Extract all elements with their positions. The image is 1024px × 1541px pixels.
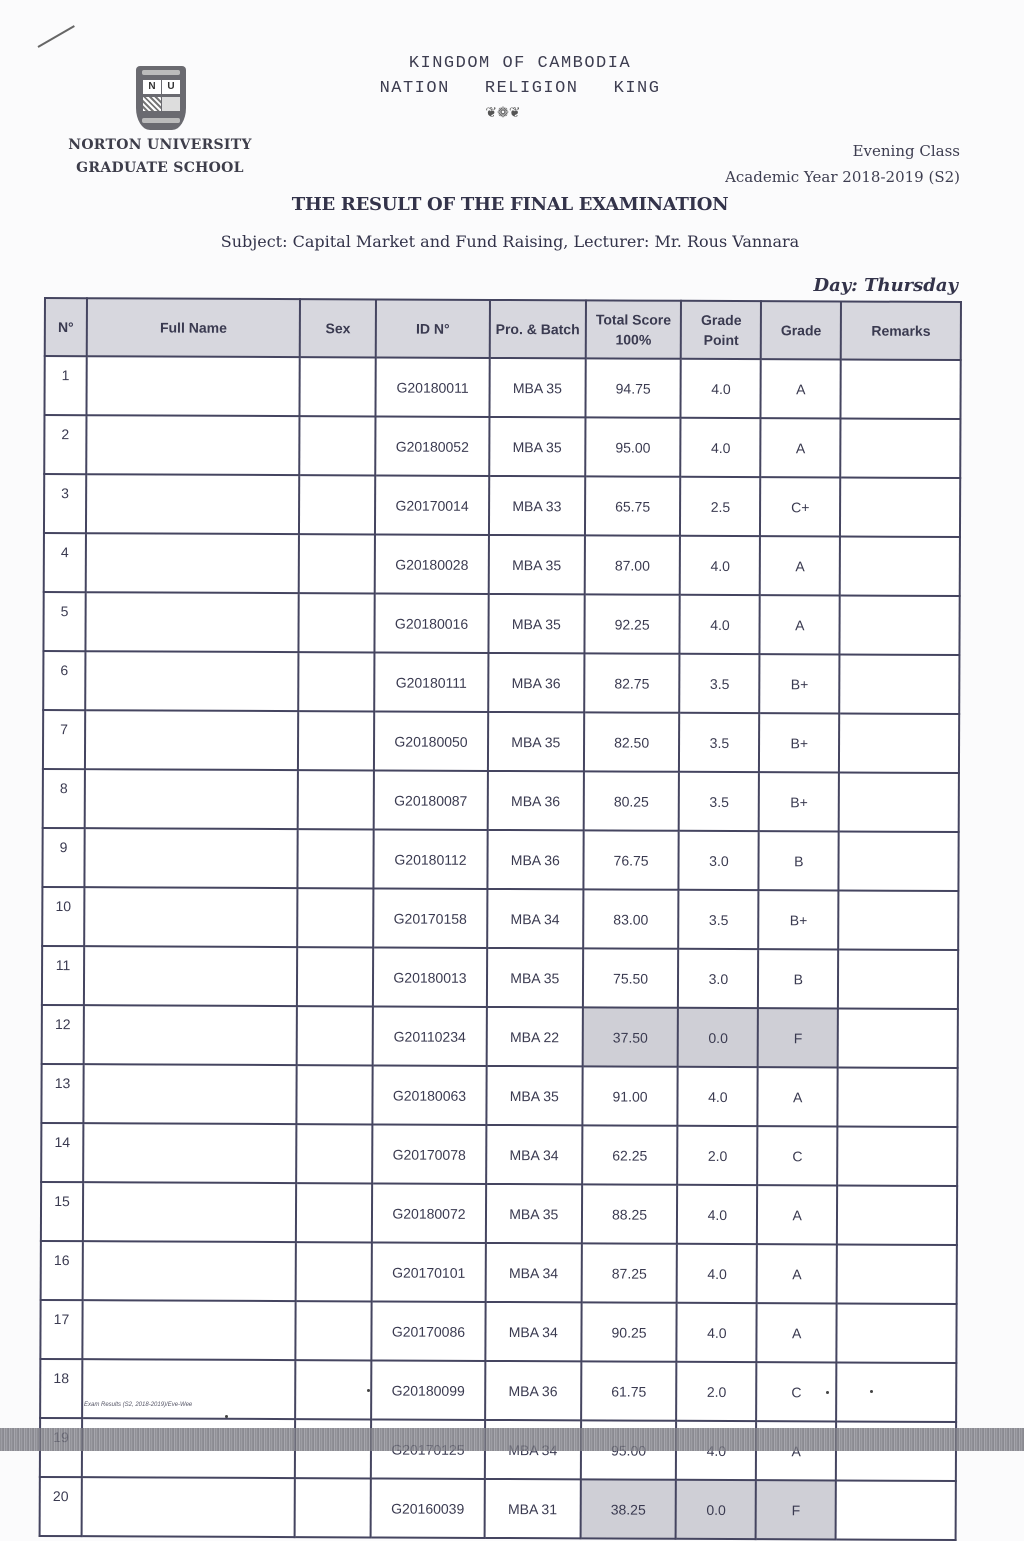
id-cell: G20180028: [375, 534, 489, 593]
grade-cell: B+: [759, 713, 839, 772]
remarks-cell: [838, 1067, 958, 1127]
total-score-cell: 62.25: [582, 1125, 678, 1184]
id-cell: G20180087: [374, 770, 488, 829]
sex-cell: [298, 770, 374, 829]
table-row: [42, 946, 958, 1009]
table-row: [44, 415, 960, 478]
full-name-cell: [82, 1300, 296, 1360]
row-number: 10: [42, 887, 84, 946]
scan-speck: [870, 1390, 873, 1393]
header-grade: Grade: [761, 301, 841, 359]
table-row: [41, 1182, 957, 1245]
table-row: [42, 887, 958, 950]
sex-cell: [298, 711, 374, 770]
row-number: 20: [40, 1477, 82, 1536]
header-total-score-unit: 100%: [615, 331, 652, 348]
grade-point-cell: 2.0: [677, 1362, 757, 1421]
table-row: [43, 710, 959, 773]
table-row: [41, 1241, 957, 1304]
table-row: [42, 1005, 958, 1068]
sex-cell: [297, 888, 373, 947]
batch-cell: MBA 33: [489, 476, 585, 535]
total-score-cell: 75.50: [583, 948, 679, 1007]
full-name-cell: [84, 828, 298, 888]
id-cell: G20170078: [372, 1124, 486, 1183]
total-score-cell: 37.50: [582, 1007, 678, 1066]
id-cell: G20180052: [375, 416, 489, 475]
scan-speck: [225, 1415, 228, 1418]
total-score-cell: 38.25: [580, 1479, 676, 1538]
table-row: [43, 651, 959, 714]
grade-cell: B: [758, 949, 838, 1008]
header-grade-point-line2: Point: [703, 331, 739, 349]
full-name-cell: [86, 356, 300, 416]
table-row: [40, 1359, 956, 1422]
grade-point-cell: 3.5: [679, 772, 759, 831]
header-remarks: Remarks: [841, 301, 961, 360]
id-cell: G20170101: [372, 1242, 486, 1301]
remarks-cell: [838, 890, 958, 950]
crest-letter-u: U: [162, 80, 180, 94]
full-name-cell: [85, 651, 299, 711]
remarks-cell: [836, 1480, 956, 1540]
grade-cell: B+: [759, 772, 839, 831]
sex-cell: [295, 1360, 371, 1419]
batch-cell: MBA 35: [489, 358, 585, 417]
grade-point-cell: 0.0: [678, 1008, 758, 1067]
grade-point-cell: 4.0: [677, 1185, 757, 1244]
id-cell: G20180111: [374, 652, 488, 711]
total-score-cell: 90.25: [581, 1302, 677, 1361]
full-name-cell: [82, 1359, 296, 1419]
grade-cell: F: [758, 1008, 838, 1067]
full-name-cell: [84, 887, 298, 947]
header-sex: Sex: [300, 299, 376, 357]
row-number: 12: [42, 1005, 84, 1064]
subject-line: Subject: Capital Market and Fund Raising, Lecturer: Mr. Rous Vannara: [220, 232, 800, 251]
grade-point-cell: 3.5: [680, 654, 760, 713]
batch-cell: MBA 35: [487, 948, 583, 1007]
header-grade-point: [681, 301, 761, 359]
grade-cell: A: [761, 418, 841, 477]
sex-cell: [296, 1183, 372, 1242]
grade-cell: C: [757, 1126, 837, 1185]
batch-cell: MBA 35: [486, 1066, 582, 1125]
total-score-cell: 83.00: [583, 889, 679, 948]
header-total-score: [585, 300, 681, 358]
table-row: [43, 592, 959, 655]
table-row: [42, 828, 958, 891]
remarks-cell: [840, 477, 960, 537]
remarks-cell: [841, 359, 961, 419]
id-cell: G20180050: [374, 711, 488, 770]
remarks-cell: [838, 949, 958, 1009]
grade-point-cell: 3.5: [679, 890, 759, 949]
document-title: THE RESULT OF THE FINAL EXAMINATION: [291, 194, 729, 215]
batch-cell: MBA 31: [484, 1479, 580, 1538]
batch-cell: MBA 36: [488, 771, 584, 830]
table-row: [41, 1064, 957, 1127]
full-name-cell: [83, 1064, 297, 1124]
total-score-cell: 87.25: [581, 1243, 677, 1302]
total-score-cell: 92.25: [584, 594, 680, 653]
row-number: 1: [44, 356, 86, 415]
id-cell: G20180063: [372, 1065, 486, 1124]
full-name-cell: [85, 769, 299, 829]
full-name-cell: [84, 1005, 298, 1065]
university-name: NORTON UNIVERSITY: [68, 137, 252, 153]
batch-cell: MBA 35: [486, 1184, 582, 1243]
id-cell: G20170014: [375, 475, 489, 534]
academic-year: Academic Year 2018-2019 (S2): [725, 168, 960, 186]
batch-cell: MBA 22: [487, 1007, 583, 1066]
row-number: 8: [43, 769, 85, 828]
table-row: [44, 356, 960, 419]
batch-cell: MBA 36: [488, 653, 584, 712]
grade-cell: A: [760, 536, 840, 595]
grade-cell: A: [761, 359, 841, 418]
remarks-cell: [837, 1126, 957, 1186]
sex-cell: [300, 357, 376, 416]
crest-emblem-quadrant: [162, 97, 180, 111]
full-name-cell: [83, 1123, 297, 1183]
sex-cell: [297, 947, 373, 1006]
grade-cell: A: [757, 1244, 837, 1303]
grade-cell: A: [757, 1303, 837, 1362]
scan-speck: [826, 1391, 829, 1394]
total-score-cell: 82.75: [584, 653, 680, 712]
grade-point-cell: 4.0: [681, 418, 761, 477]
sex-cell: [299, 475, 375, 534]
row-number: 9: [42, 828, 84, 887]
grade-point-cell: 2.5: [680, 477, 760, 536]
grade-point-cell: 4.0: [680, 536, 760, 595]
table-header-row: [45, 298, 961, 360]
row-number: 6: [43, 651, 85, 710]
crest-bottom-band: [142, 118, 180, 123]
grade-cell: C: [756, 1362, 836, 1421]
total-score-cell: 88.25: [582, 1184, 678, 1243]
batch-cell: MBA 35: [488, 712, 584, 771]
grade-point-cell: 4.0: [677, 1244, 757, 1303]
total-score-cell: 94.75: [585, 358, 681, 417]
grade-point-cell: 3.5: [679, 713, 759, 772]
crest-hatched-quadrant: [143, 97, 161, 111]
grade-point-cell: 3.0: [679, 831, 759, 890]
header-grade-point-line1: Grade: [701, 311, 742, 329]
full-name-cell: [86, 474, 300, 534]
id-cell: G20170158: [373, 888, 487, 947]
batch-cell: MBA 34: [487, 889, 583, 948]
grade-cell: B+: [758, 890, 838, 949]
id-cell: G20180112: [373, 829, 487, 888]
full-name-cell: [86, 415, 300, 475]
ornament-icon: ❦❁❦: [485, 104, 521, 120]
table-row: [44, 474, 960, 537]
national-motto: NATION RELIGION KING: [379, 79, 661, 98]
row-number: 15: [41, 1182, 83, 1241]
header-id-no: ID N°: [376, 299, 490, 357]
pen-mark: [38, 25, 75, 48]
remarks-cell: [840, 536, 960, 596]
batch-cell: MBA 35: [488, 594, 584, 653]
batch-cell: MBA 35: [489, 417, 585, 476]
header-no: N°: [45, 298, 87, 356]
row-number: 18: [40, 1359, 82, 1418]
total-score-cell: 91.00: [582, 1066, 678, 1125]
table-row: [40, 1300, 956, 1363]
id-cell: G20180013: [373, 947, 487, 1006]
sex-cell: [295, 1478, 371, 1537]
row-number: 17: [40, 1300, 82, 1359]
full-name-cell: [83, 1241, 297, 1301]
batch-cell: MBA 34: [486, 1125, 582, 1184]
batch-cell: MBA 35: [489, 535, 585, 594]
kingdom-heading: KINGDOM OF CAMBODIA: [408, 54, 632, 73]
total-score-cell: 61.75: [581, 1361, 677, 1420]
full-name-cell: [81, 1477, 295, 1537]
exam-day: Day: Thursday: [813, 275, 958, 296]
remarks-cell: [837, 1244, 957, 1304]
row-number: 2: [44, 415, 86, 474]
grade-cell: B+: [760, 654, 840, 713]
row-number: 13: [41, 1064, 83, 1123]
remarks-cell: [837, 1303, 957, 1363]
full-name-cell: [84, 946, 298, 1006]
row-number: 3: [44, 474, 86, 533]
sex-cell: [296, 1124, 372, 1183]
table-row: [40, 1477, 956, 1540]
sex-cell: [299, 534, 375, 593]
university-crest-logo: [136, 66, 186, 130]
grade-point-cell: 4.0: [680, 595, 760, 654]
id-cell: G20160039: [371, 1478, 485, 1537]
sex-cell: [296, 1301, 372, 1360]
row-number: 7: [43, 710, 85, 769]
grade-cell: B: [759, 831, 839, 890]
sex-cell: [298, 652, 374, 711]
header-total-score-label: Total Score: [595, 311, 672, 328]
id-cell: G20180016: [374, 593, 488, 652]
table-row: [44, 533, 960, 596]
remarks-cell: [837, 1185, 957, 1245]
school-name: GRADUATE SCHOOL: [76, 160, 244, 176]
grade-point-cell: 4.0: [681, 359, 761, 418]
crest-top-band: [142, 70, 180, 75]
header-program-batch: Pro. & Batch: [490, 300, 586, 358]
total-score-cell: 82.50: [584, 712, 680, 771]
total-score-cell: 65.75: [585, 476, 681, 535]
total-score-cell: 80.25: [583, 771, 679, 830]
crest-letter-n: N: [143, 80, 161, 94]
header-full-name: Full Name: [87, 298, 301, 357]
class-type: Evening Class: [852, 142, 960, 160]
grade-cell: A: [758, 1067, 838, 1126]
batch-cell: MBA 34: [486, 1243, 582, 1302]
total-score-cell: 76.75: [583, 830, 679, 889]
scan-speck: [367, 1389, 370, 1392]
grade-cell: C+: [760, 477, 840, 536]
row-number: 11: [42, 946, 84, 1005]
row-number: 4: [44, 533, 86, 592]
row-number: 14: [41, 1123, 83, 1182]
id-cell: G20110234: [373, 1006, 487, 1065]
grade-point-cell: 2.0: [678, 1126, 758, 1185]
full-name-cell: [85, 592, 299, 652]
grade-point-cell: 4.0: [677, 1303, 757, 1362]
grade-cell: A: [760, 595, 840, 654]
id-cell: G20180011: [376, 357, 490, 416]
remarks-cell: [838, 1008, 958, 1068]
total-score-cell: 87.00: [584, 535, 680, 594]
remarks-cell: [839, 831, 959, 891]
sex-cell: [298, 829, 374, 888]
table-row: [41, 1123, 957, 1186]
batch-cell: MBA 34: [485, 1302, 581, 1361]
footer-file-note: Exam Results (S2, 2018-2019)/Eve-Wee: [84, 1402, 193, 1408]
remarks-cell: [836, 1362, 956, 1422]
total-score-cell: 95.00: [585, 417, 681, 476]
sex-cell: [299, 416, 375, 475]
row-number: 5: [43, 592, 85, 651]
remarks-cell: [839, 713, 959, 773]
id-cell: G20170086: [371, 1301, 485, 1360]
remarks-cell: [839, 772, 959, 832]
grade-point-cell: 3.0: [678, 949, 758, 1008]
full-name-cell: [86, 533, 300, 593]
remarks-cell: [840, 418, 960, 478]
grade-cell: A: [757, 1185, 837, 1244]
id-cell: G20180072: [372, 1183, 486, 1242]
grade-cell: F: [756, 1480, 836, 1539]
remarks-cell: [840, 595, 960, 655]
scan-edge-artifact: [0, 1428, 1024, 1451]
sex-cell: [297, 1006, 373, 1065]
row-number: 16: [41, 1241, 83, 1300]
sex-cell: [296, 1242, 372, 1301]
batch-cell: MBA 36: [485, 1361, 581, 1420]
grade-point-cell: 4.0: [678, 1067, 758, 1126]
sex-cell: [299, 593, 375, 652]
table-row: [43, 769, 959, 832]
sex-cell: [297, 1065, 373, 1124]
full-name-cell: [83, 1182, 297, 1242]
results-table: [39, 297, 962, 1541]
grade-point-cell: 0.0: [676, 1480, 756, 1539]
id-cell: G20180099: [371, 1360, 485, 1419]
full-name-cell: [85, 710, 299, 770]
batch-cell: MBA 36: [487, 830, 583, 889]
remarks-cell: [839, 654, 959, 714]
